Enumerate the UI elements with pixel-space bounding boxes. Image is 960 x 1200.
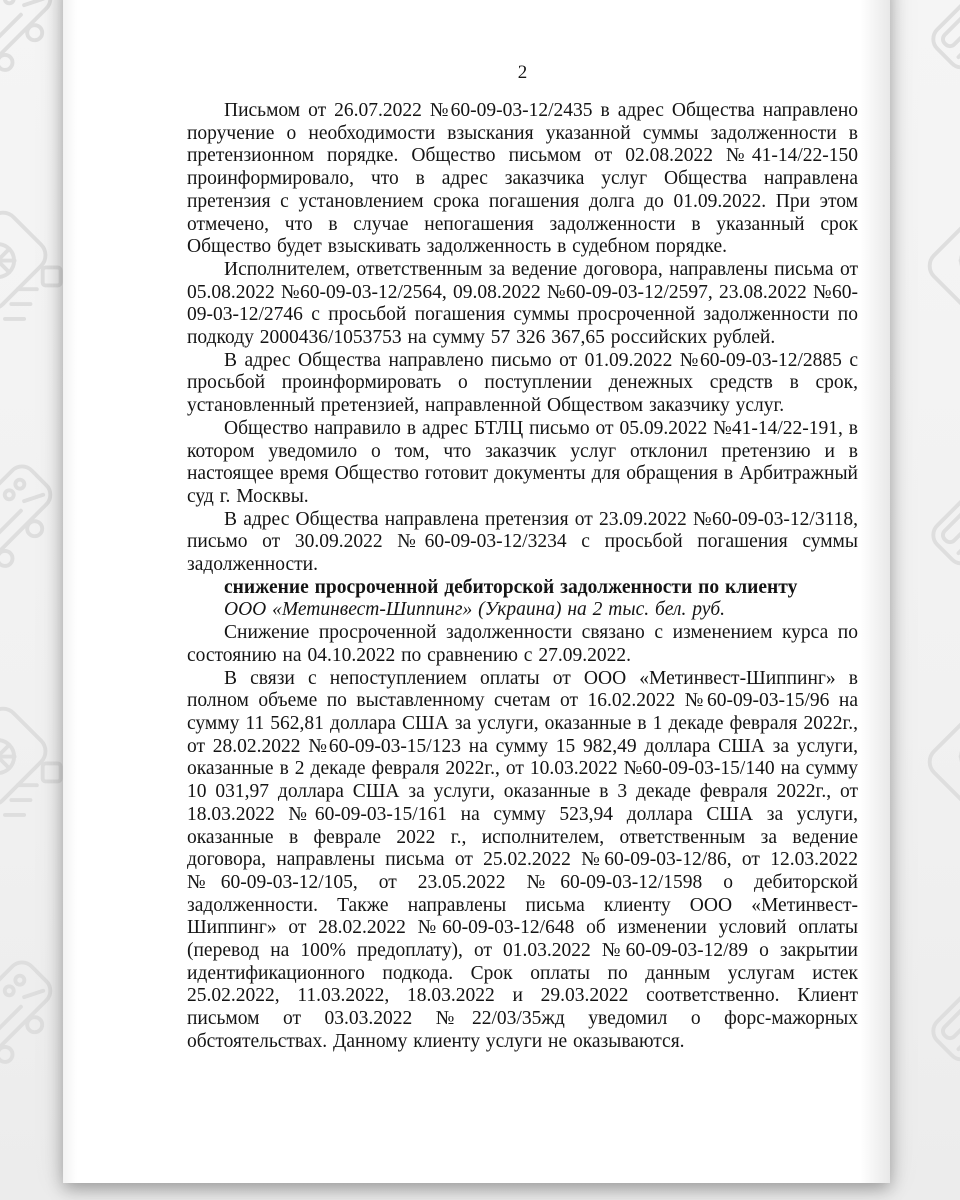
body-paragraph-btlc-letter: Общество направило в адрес БТЛЦ письмо от 05.09.2022 №41-14/22-191, в котором уведомило о том, что заказчик услуг отклонил претензию и в настоящее время Общество готовит документы для обращения в Арбитражный суд г. Москвы. <box>187 417 858 507</box>
body-paragraph-funds-request: В адрес Общества направлено письмо от 01.09.2022 №60-09-03-12/2885 с просьбой проинформировать о поступлении денежных средств в срок, установленный претензией, направленной Обществом заказчику услуг. <box>187 349 858 417</box>
railway-device-icon <box>910 689 960 839</box>
train-wagon-icon <box>665 1185 815 1200</box>
body-paragraph-metinvest-details: В связи с непоступлением оплаты от ООО «Метинвест-Шиппинг» в полном объеме по выставленному счетам от 16.02.2022 №60-09-03-15/96 на сумму 11 562,81 доллара США за услуги, оказанные в 1 декаде февраля 2022г., от 28.02.2022 №60-09-03-15/123 на сумму 15 982,49 доллара США за услуги, оказанные в 2 декаде февраля 2022г., от 10.03.2022 №60-09-03-15/140 на сумму 10 031,97 доллара США за услуги, оказанные в 3 декаде февраля 2022г., от 18.03.2022 №60-09-03-15/161 на сумму 523,94 доллара США за услуги, оказанные в феврале 2022 г., исполнителем, ответственным за ведение договора, направлены письма от 25.02.2022 №60-09-03-12/86, от 12.03.2022 №60-09-03-12/105, от 23.05.2022 №60-09-03-12/1598 о дебиторской задолженности. Также направлены письма клиенту ООО «Метинвест-Шиппинг» от 28.02.2022 №60-09-03-12/648 об изменении условий оплаты (перевод на 100% предоплату), от 01.03.2022 №60-09-03-12/89 о закрытии идентификационного подкода. Срок оплаты по данным услугам истек 25.02.2022, 11.03.2022, 18.03.2022 и 29.03.2022 соответственно. Клиент письмом от 03.03.2022 №22/03/35жд уведомил о форс-мажорных обстоятельствах. Данному клиенту услуги не оказываются. <box>187 667 858 1052</box>
body-paragraph-rate-change: Снижение просроченной задолженности связано с изменением курса по состоянию на 04.10.2022 по сравнению с 27.09.2022. <box>187 622 858 666</box>
body-paragraph-claim-letter: Письмом от 26.07.2022 №60-09-03-12/2435 в адрес Общества направлено поручение о необходимости взыскания указанной суммы задолженности в претензионном порядке. Общество письмом от 02.08.2022 №41-14/22-150 проинформировало, что в адрес заказчика услуг Общества направлена претензия с установлением срока погашения долга до 01.09.2022. При этом отмечено, что в случае непогашения задолженности в указанный срок Общество будет взыскивать задолженность в судебном порядке. <box>187 100 858 258</box>
client-name-line: ООО «Метинвест-Шиппинг» (Украина) на 2 тыс. бел. руб. <box>224 599 726 621</box>
train-wagon-icon <box>910 937 960 1087</box>
railway-device-icon <box>910 193 960 343</box>
page-number: 2 <box>517 62 528 83</box>
section-heading-debt-reduction: снижение просроченной дебиторской задолженности по клиенту <box>224 576 798 598</box>
train-wagon-icon <box>175 1185 325 1200</box>
railway-device-icon <box>420 1185 570 1200</box>
railway-device-icon <box>910 1185 960 1200</box>
body-paragraph-executor-letters: Исполнителем, ответственным за ведение договора, направлены письма от 05.08.2022 №60-09-03-12/2564, 09.08.2022 №60-09-03-12/2597, 23.08.2022 №60-09-03-12/2746 с просьбой погашения суммы просроченной задолженности по подкоду 2000436/1053753 на сумму 57 326 367,65 российских рублей. <box>187 258 858 349</box>
train-wagon-icon <box>910 0 960 95</box>
body-paragraph-pretension: В адрес Общества направлена претензия от 23.09.2022 №60-09-03-12/3118, письмо от 30.09.2022 №60-09-03-12/3234 с просьбой погашения суммы задолженности. <box>187 508 858 576</box>
document-page <box>63 0 890 1183</box>
railway-device-icon <box>0 1185 80 1200</box>
train-wagon-icon <box>910 441 960 591</box>
